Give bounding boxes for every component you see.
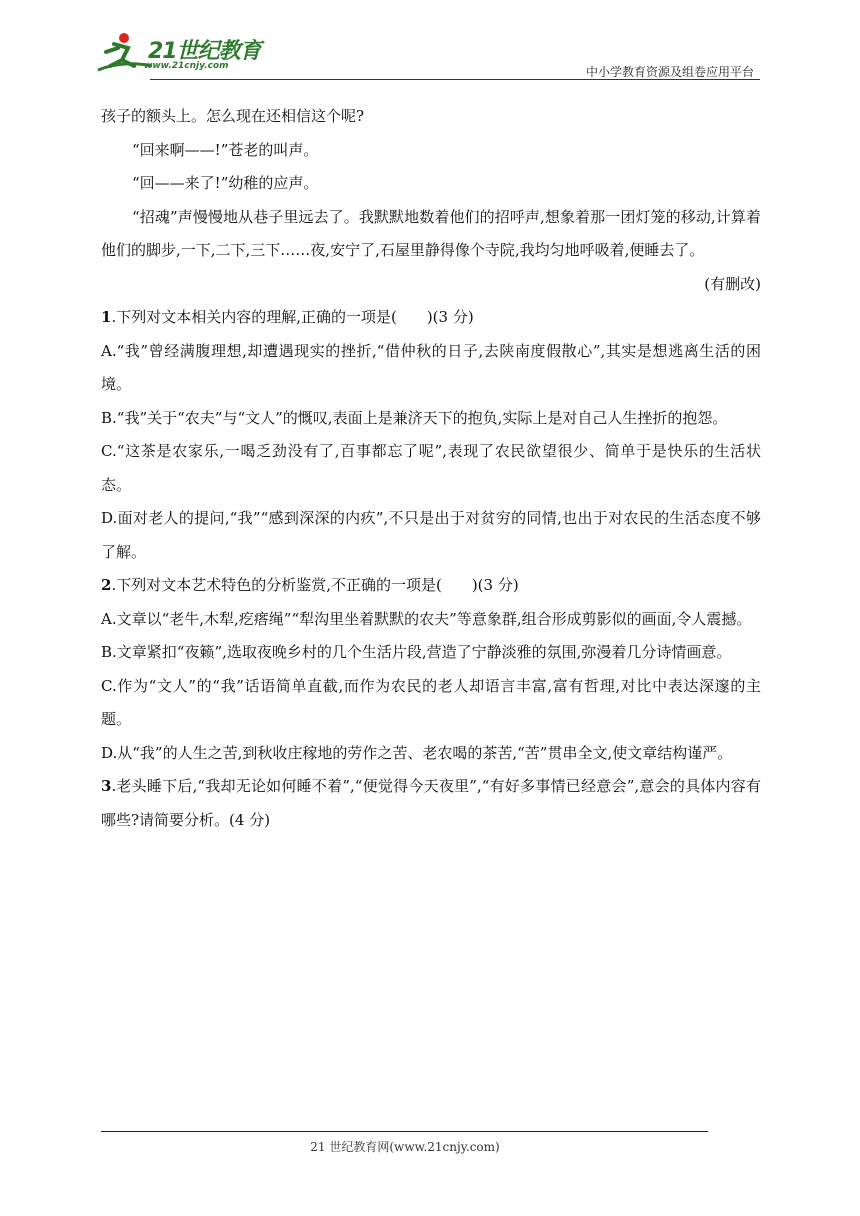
question-2-option-c: C.作为“文人”的“我”话语简单直截,而作为农民的老人却语言丰富,富有哲理,对比中表达深邃的主题。 <box>101 676 761 728</box>
document-body <box>101 100 761 837</box>
logo-url: www.21cnjy.com <box>144 61 229 71</box>
question-2-stem <box>101 569 761 603</box>
question-3-stem <box>101 770 761 837</box>
footer-divider <box>101 1131 708 1132</box>
header-divider <box>150 79 760 80</box>
question-1-option-d: D.面对老人的提问,“我”“感到深深的内疚”,不只是出于对贫穷的同情,也出于对农民的生活态度不够了解。 <box>101 509 761 561</box>
question-1-option-b: B.“我”关于“农夫”与“文人”的慨叹,表面上是兼济天下的抱负,实际上是对自己人生挫折的抱怨。 <box>101 408 728 427</box>
passage-line: “回来啊——!”苍老的叫声。 <box>132 140 319 159</box>
page-header <box>0 0 860 84</box>
question-text: .下列对文本艺术特色的分析鉴赏,不正确的一项是( )(3 分) <box>111 576 519 594</box>
question-number: 3 <box>101 777 112 795</box>
passage-line: 孩子的额头上。怎么现在还相信这个呢? <box>101 107 365 125</box>
question-number: 2 <box>101 576 112 594</box>
question-text: .老头睡下后,“我却无论如何睡不着”,“便觉得今天夜里”,“有好多事情已经意会”,意会的具体内容有哪些?请简要分析。(4 分) <box>101 777 761 829</box>
question-1-option-a: A.“我”曾经满腹理想,却遭遇现实的挫折,“借仲秋的日子,去陕南度假散心”,其实是想逃离生活的困境。 <box>101 341 761 393</box>
question-2-option-d: D.从“我”的人生之苦,到秋收庄稼地的劳作之苦、老农喝的茶苦,“苦”贯串全文,使文章结构谨严。 <box>101 743 733 762</box>
platform-name: 中小学教育资源及组卷应用平台 <box>585 65 754 79</box>
question-text: .下列对文本相关内容的理解,正确的一项是( )(3 分) <box>111 308 474 326</box>
question-number: 1 <box>101 308 112 326</box>
passage-paragraph: “招魂”声慢慢地从巷子里远去了。我默默地数着他们的招呼声,想象着那一团灯笼的移动,计算着他们的脚步,一下,二下,三下……夜,安宁了,石屋里静得像个寺院,我均匀地呼吸着,便睡去了。 <box>101 207 761 259</box>
question-2-option-a: A.文章以“老牛,木犁,疙瘩绳”“犁沟里坐着默默的农夫”等意象群,组合形成剪影似的画面,令人震撼。 <box>101 609 752 628</box>
question-2-option-b: B.文章紧扣“夜籁”,选取夜晚乡村的几个生活片段,营造了宁静淡雅的氛围,弥漫着几分诗情画意。 <box>101 643 732 661</box>
passage-line: “回——来了!”幼稚的应声。 <box>132 174 319 192</box>
site-logo[interactable] <box>94 30 264 80</box>
source-note: (有删改) <box>704 274 761 293</box>
question-1-option-c: C.“这茶是农家乐,一喝乏劲没有了,百事都忘了呢”,表现了农民欲望很少、简单于是快乐的生活状态。 <box>101 442 761 494</box>
question-1-stem <box>101 301 761 335</box>
logo-text: 21世纪教育 <box>148 39 261 64</box>
footer-text[interactable]: 21 世纪教育网(www.21cnjy.com) <box>310 1140 500 1154</box>
